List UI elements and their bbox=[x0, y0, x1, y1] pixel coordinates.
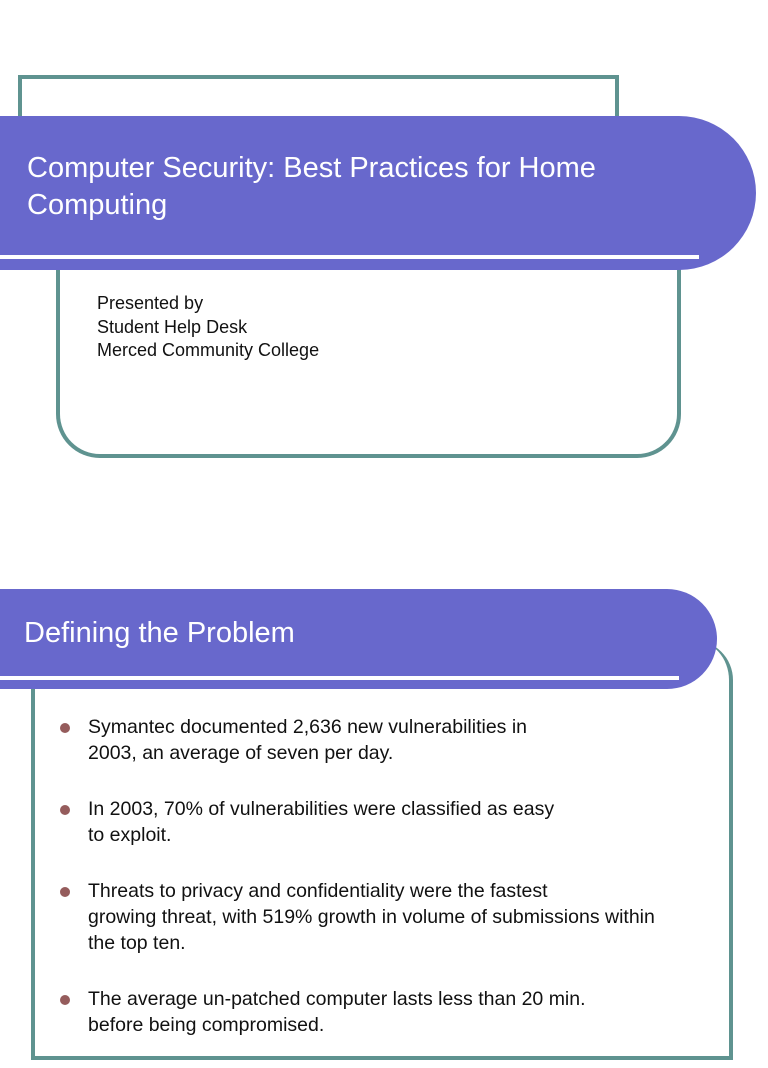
bullet-item bbox=[60, 986, 720, 1038]
subtitle-line: Student Help Desk bbox=[97, 316, 248, 337]
bullet-item bbox=[60, 714, 720, 766]
bullet-item bbox=[60, 796, 720, 848]
bullet-dot-icon bbox=[60, 995, 70, 1005]
bullet-text: Threats to privacy and confidentiality were the fastest growing threat, with 519% growth in volume of submissions within the top ten. bbox=[88, 880, 655, 954]
bullet-dot-icon bbox=[60, 723, 70, 733]
slide2-title: Defining the Problem bbox=[24, 617, 295, 649]
subtitle-line: Merced Community College bbox=[97, 340, 320, 360]
slide1-banner-rule bbox=[0, 255, 699, 259]
bullet-text: The average un-patched computer lasts less than 20 min. before being compromised. bbox=[88, 988, 586, 1036]
subtitle-line: Presented by bbox=[97, 293, 204, 313]
bullet-item bbox=[60, 878, 720, 956]
slide2-banner-rule bbox=[0, 676, 679, 680]
bullet-dot-icon bbox=[60, 887, 70, 897]
slide1-title: Computer Security: Best Practices for Home Computing bbox=[27, 152, 596, 221]
slide1-subtitle bbox=[97, 292, 319, 363]
bullet-list bbox=[60, 714, 720, 1068]
bullet-dot-icon bbox=[60, 805, 70, 815]
bullet-text: In 2003, 70% of vulnerabilities were classified as easy to exploit. bbox=[88, 798, 555, 846]
bullet-text: Symantec documented 2,636 new vulnerabilities in 2003, an average of seven per day. bbox=[88, 716, 528, 764]
